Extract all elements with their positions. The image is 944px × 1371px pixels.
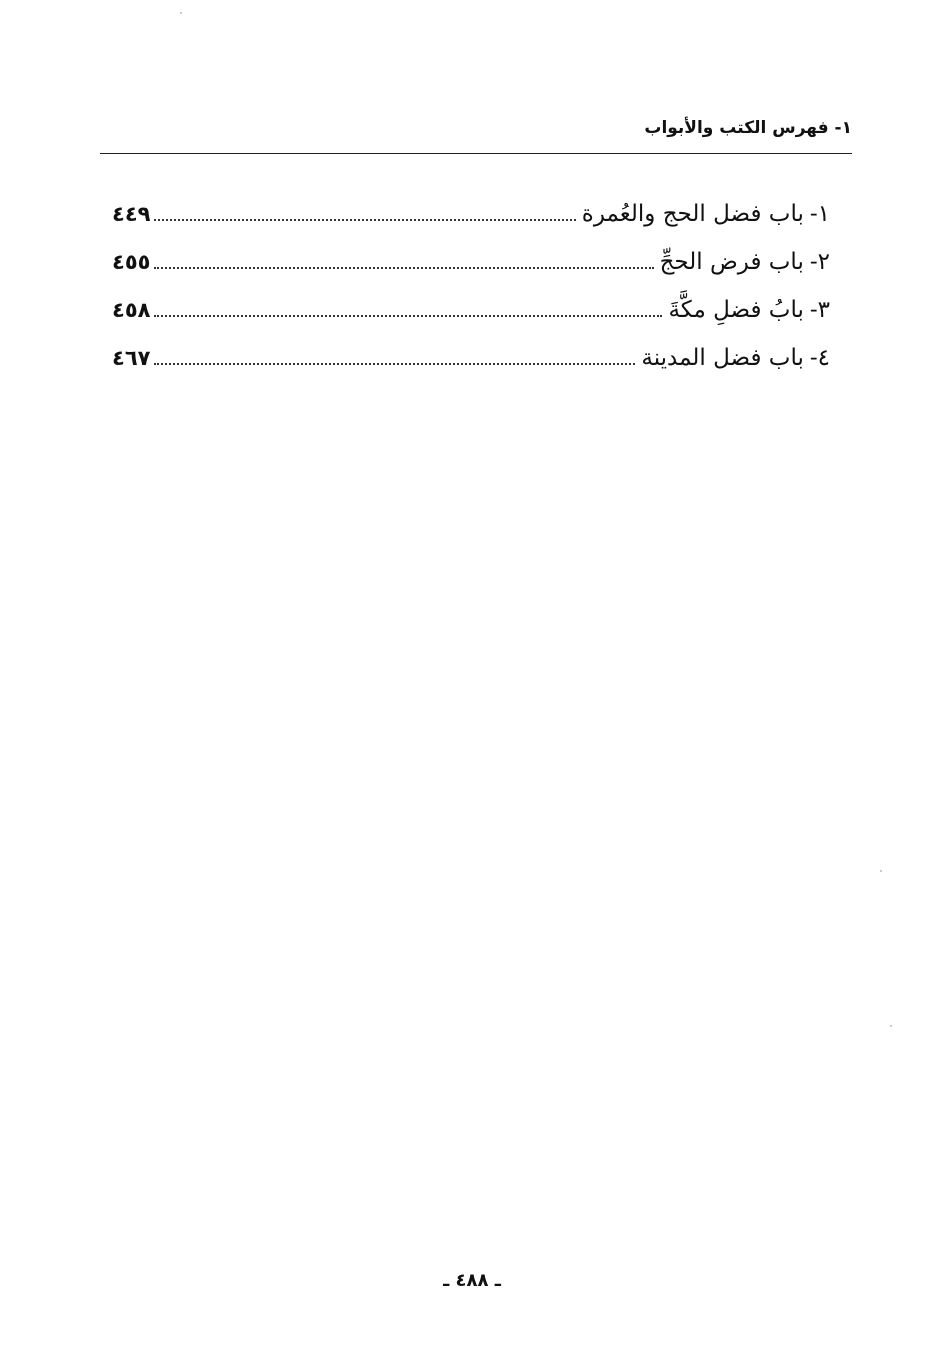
toc-entry-page: ٤٥٨ xyxy=(112,298,151,322)
toc-entry-page: ٤٦٧ xyxy=(112,346,151,370)
toc-entry xyxy=(112,242,830,290)
header-title: ١- فهرس الكتب والأبواب xyxy=(644,118,852,138)
toc-entry-number: ٤- xyxy=(809,345,830,371)
page-number-text: ـ ٤٨٨ ـ xyxy=(443,1270,501,1291)
toc-entry-number: ٣- xyxy=(809,297,830,323)
toc-entry xyxy=(112,338,830,386)
dot-leader xyxy=(154,363,635,365)
running-header xyxy=(100,116,852,140)
toc-entry-number: ١- xyxy=(809,201,830,227)
toc-entry-number: ٢- xyxy=(809,249,830,275)
toc-entry-page: ٤٥٥ xyxy=(112,250,151,274)
toc-entry-title: باب فضل المدينة xyxy=(641,345,804,371)
scan-speck xyxy=(890,1025,892,1027)
table-of-contents xyxy=(112,194,830,386)
toc-entry-page: ٤٤٩ xyxy=(112,202,151,226)
dot-leader xyxy=(154,219,575,221)
dot-leader xyxy=(154,267,653,269)
toc-entry-title: باب فضل الحج والعُمرة xyxy=(581,201,804,227)
page-number xyxy=(0,1268,944,1294)
dot-leader xyxy=(154,315,662,317)
toc-entry-title: باب فرض الحجِّ xyxy=(659,249,804,275)
scan-speck xyxy=(180,12,182,14)
toc-entry xyxy=(112,194,830,242)
toc-entry xyxy=(112,290,830,338)
scan-speck xyxy=(880,870,882,872)
header-divider xyxy=(100,153,852,154)
toc-entry-title: بابُ فضلِ مكَّةَ xyxy=(668,297,804,323)
